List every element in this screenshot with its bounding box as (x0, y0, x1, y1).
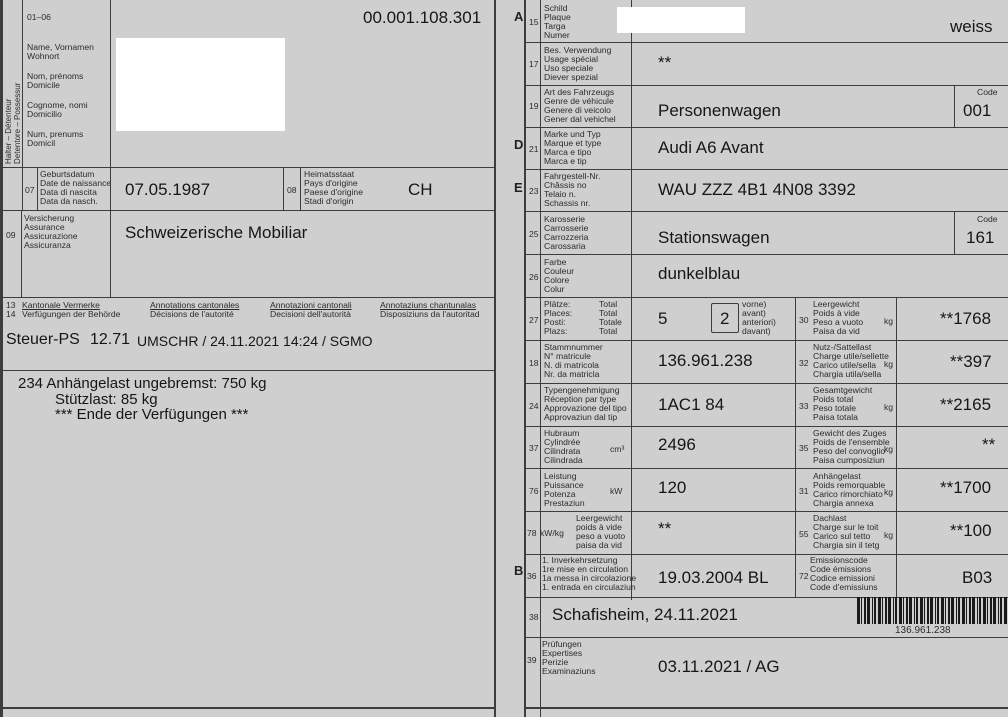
barcode-bar (987, 597, 988, 624)
f33-unit: kg (884, 402, 894, 412)
barcode-bar (972, 597, 975, 624)
barcode-bar (945, 597, 946, 624)
f76-value: 120 (658, 478, 687, 497)
birth-label: Geburtsdatum Date de naissance Data di nascita Data da nasch. (40, 169, 112, 206)
f18-label: Stammnummer N° matricule N. di matricola Nr. da matricla (544, 342, 603, 379)
barcode-bar (888, 597, 891, 624)
f25-value: Stationswagen (658, 228, 770, 247)
f26-value: dunkelblau (658, 264, 741, 283)
insurance-field-number: 09 (6, 230, 16, 240)
barcode-bar (958, 597, 960, 624)
f30-number: 30 (799, 315, 809, 325)
barcode-bar (930, 597, 933, 624)
code-divider-19 (954, 85, 955, 127)
f25-code-label: Code (977, 214, 998, 224)
barcode-bar (941, 597, 944, 624)
barcode-bar (882, 597, 883, 624)
barcode-bar (899, 597, 902, 624)
f30-label: Leergewicht Poids à vide Peso a vuoto Paisa da vid (813, 299, 864, 336)
f37-label: Hubraum Cylindrée Cilindrata Cilindrada (544, 428, 583, 465)
birth-bottom-line (2, 210, 496, 211)
row-line-23 (524, 211, 1008, 212)
row-line-76 (524, 511, 1008, 512)
f24-value: 1AC1 84 (658, 395, 725, 414)
row-line-27 (524, 340, 1008, 341)
f37-value: 2496 (658, 435, 696, 454)
home-label: Heimatsstaat Pays d'origine Paese d'origine Stadi d'origin (304, 169, 363, 206)
f18-number: 18 (529, 358, 539, 368)
f72-label: Emissionscode Code émissions Codice emissioni Code d'emissiuns (810, 555, 878, 592)
barcode-bar (927, 597, 929, 624)
barcode-bar (937, 597, 939, 624)
barcode-bar (914, 597, 915, 624)
f27-label: Plätze: Places: Posti: Plazs: (544, 299, 573, 336)
barcode-bar (948, 597, 950, 624)
f78-label: Leergewicht poids à vide peso a vuoto paisa da vid (576, 513, 626, 550)
left-right-border (494, 0, 496, 717)
f23-label: Fahrgestell-Nr. Châssis no Telaio n. Schassis nr. (544, 171, 601, 208)
f21-label: Marke und Typ Marque et type Marca e tipo Marca e tip (544, 129, 602, 166)
row-line-37 (524, 468, 1008, 469)
barcode-bar (916, 597, 918, 624)
barcode-bar (906, 597, 908, 624)
f25-code-value: 161 (966, 228, 995, 247)
f55-number: 55 (799, 529, 809, 539)
f31-label: Anhängelast Poids remorquable Carico rimorchiato Chargia annexa (813, 471, 886, 508)
f31-unit: kg (884, 487, 894, 497)
f35-number: 35 (799, 443, 809, 453)
row-line-18 (524, 383, 1008, 384)
redacted-holder-name (116, 38, 285, 131)
barcode-bar (857, 597, 860, 624)
f27-total-label: Total Total Totale Total (599, 299, 622, 336)
remark-line-3: *** Ende der Verfügungen *** (55, 406, 249, 423)
remarks-divider-line (2, 370, 496, 371)
f38-number: 38 (529, 612, 539, 622)
insurance-num-divider (21, 210, 22, 297)
birth-date-value: 07.05.1987 (125, 180, 211, 199)
f19-code-value: 001 (963, 101, 992, 120)
f26-label: Farbe Couleur Colore Colur (544, 257, 575, 294)
f32-value: **397 (950, 352, 992, 371)
row-line-26 (524, 297, 1008, 298)
document-number: 00.001.108.301 (363, 8, 482, 27)
remarks-heading-it: Annotazioni cantonali (270, 300, 352, 310)
remarks-subheading-it: Decisioni dell'autorità (270, 309, 351, 319)
row-line-15 (524, 42, 1008, 43)
barcode-bar (969, 597, 971, 624)
remarks-heading-rm: Annotaziuns chantunalas (380, 300, 477, 310)
barcode-bar (885, 597, 887, 624)
f27-number: 27 (529, 315, 539, 325)
section-letter-e: E (514, 180, 523, 195)
f33-label: Gesamtgewicht Poids total Peso totale Paisa totala (813, 385, 873, 422)
f21-number: 21 (529, 144, 539, 154)
section-letter-a: A (514, 9, 524, 24)
row-line-17 (524, 85, 1008, 86)
f17-value: ** (658, 53, 672, 72)
row-line-19 (524, 127, 1008, 128)
remark-line-2: Stützlast: 85 kg (55, 391, 158, 408)
barcode-bar (993, 597, 996, 624)
steuer-ps-label: Steuer-PS (6, 331, 80, 348)
remarks-subheading-rm: Disposiziuns da l'autoritad (380, 309, 480, 319)
f39-value: 03.11.2021 / AG (658, 657, 780, 676)
holder-side-line (22, 0, 23, 210)
barcode-bar (878, 597, 881, 624)
home-field-number: 08 (287, 185, 297, 195)
f25-label: Karosserie Carrosserie Carrozzeria Carossaria (544, 214, 589, 251)
right-label-col-line (631, 0, 632, 600)
f33-value: **2165 (940, 395, 992, 414)
f26-number: 26 (529, 272, 539, 282)
holder-vertical-label: Halter – Détenteur (4, 98, 13, 164)
right-value-col-line (896, 297, 897, 597)
row-line-21 (524, 169, 1008, 170)
f39-number: 39 (527, 655, 537, 665)
f27-front-value: 2 (720, 309, 730, 328)
holder-name-label-rm: Num, prenums Domicil (27, 129, 84, 148)
row-line-38 (524, 637, 1008, 638)
f38-value: Schafisheim, 24.11.2021 (552, 605, 738, 624)
f36-number: 36 (527, 571, 537, 581)
f78-number: 78 (527, 528, 537, 538)
f27-total-value: 5 (658, 309, 668, 328)
f30-value: **1768 (940, 309, 992, 328)
row-line-25 (524, 254, 1008, 255)
barcode-graphic (857, 597, 1007, 625)
left-border (0, 0, 3, 717)
f37-number: 37 (529, 443, 539, 453)
barcode-bar (998, 597, 999, 624)
f23-number: 23 (529, 186, 539, 196)
birth-num-divider (37, 167, 38, 210)
barcode-bar (1000, 597, 1002, 624)
f23-value: WAU ZZZ 4B1 4N08 3392 (658, 180, 856, 199)
barcode-bar (861, 597, 862, 624)
barcode-bar (983, 597, 986, 624)
f78-value: ** (658, 519, 672, 538)
f15-number: 15 (529, 17, 539, 27)
f36-value: 19.03.2004 BL (658, 568, 769, 587)
barcode-number: 136.961.238 (895, 625, 951, 636)
left-bottom-line (2, 707, 496, 709)
f17-label: Bes. Verwendung Usage spécial Uso speciale Diever spezial (544, 45, 612, 82)
barcode-bar (909, 597, 912, 624)
f78-unit-label: kW/kg (540, 528, 564, 538)
holder-name-label-fr: Nom, prénoms Domicile (27, 71, 84, 90)
f35-label: Gewicht des Zuges Poids de l'ensemble Peso del convoglio Paisa cumposiziun (813, 428, 890, 465)
right-left-border (524, 0, 526, 717)
f19-value: Personenwagen (658, 101, 781, 120)
barcode-bar (935, 597, 936, 624)
holder-field-number: 01–06 (27, 12, 51, 22)
barcode-bar (867, 597, 870, 624)
remarks-subheading-fr: Décisions de l'autorité (150, 309, 234, 319)
f19-number: 19 (529, 101, 539, 111)
f32-label: Nutz-/Sattellast Charge utile/sellette Carico utile/sella Chargia utila/sella (813, 342, 889, 379)
barcode-bar (1004, 597, 1007, 624)
barcode-bar (956, 597, 957, 624)
barcode-bar (951, 597, 954, 624)
f21-value: Audi A6 Avant (658, 138, 764, 157)
f35-unit: kg (884, 444, 894, 454)
barcode-bar (977, 597, 978, 624)
f39-label: Prüfungen Expertises Perizie Examinaziuns (542, 639, 596, 676)
f72-number: 72 (799, 571, 809, 581)
left-col-line (110, 0, 111, 297)
birth-field-number: 07 (25, 185, 35, 195)
f72-value: B03 (962, 568, 993, 587)
umschr-stamp: UMSCHR / 24.11.2021 14:24 / SGMO (137, 333, 373, 349)
barcode-bar (903, 597, 904, 624)
f27-front-label: vorne) avant) anteriori) davant) (742, 299, 776, 336)
holder-bottom-line (2, 167, 496, 168)
home-num-divider (300, 167, 301, 210)
f55-label: Dachlast Charge sur le toit Carico sul tetto Chargia sin il tetg (813, 513, 880, 550)
f31-number: 31 (799, 486, 809, 496)
barcode-bar (966, 597, 967, 624)
f30-unit: kg (884, 316, 894, 326)
insurance-label: Versicherung Assurance Assicurazione Assicuranza (24, 213, 78, 250)
f15-value: weiss (950, 17, 993, 36)
section-letter-b: B (514, 563, 524, 578)
steuer-ps-value: 12.71 (90, 331, 131, 348)
f32-number: 32 (799, 358, 809, 368)
barcode-bar (864, 597, 866, 624)
remark-line-1: 234 Anhängelast ungebremst: 750 kg (18, 375, 267, 392)
right-num-col-line (540, 0, 541, 600)
f36-label: 1. Inverkehrsetzung 1re mise en circulation 1a messa in circolazione 1. entrada en circulaziun (542, 555, 637, 592)
f76-unit: kW (610, 486, 623, 496)
barcode-bar (924, 597, 925, 624)
f24-number: 24 (529, 401, 539, 411)
f19-code-label: Code (977, 87, 998, 97)
section-letter-d: D (514, 137, 524, 152)
f25-number: 25 (529, 229, 539, 239)
remarks-heading-de: Kantonale Vermerke (22, 300, 100, 310)
right-bottom-line (524, 707, 1008, 709)
f15-label: Schild Plaque Targa Numer (544, 3, 571, 40)
f19-label: Art des Fahrzeugs Genre de véhicule Genere di veicolo Gener dal vehichel (544, 87, 616, 124)
f33-number: 33 (799, 401, 809, 411)
f18-value: 136.961.238 (658, 351, 753, 370)
f76-label: Leistung Puissance Potenza Prestaziun (544, 471, 585, 508)
barcode-bar (990, 597, 992, 624)
barcode-bar (895, 597, 897, 624)
remarks-subheading-de: Verfügungen der Behörde (22, 309, 121, 319)
barcode-bar (962, 597, 965, 624)
f17-number: 17 (529, 59, 539, 69)
f76-number: 76 (529, 486, 539, 496)
insurance-value: Schweizerische Mobiliar (125, 223, 308, 242)
barcode-bar (920, 597, 923, 624)
f55-unit: kg (884, 530, 894, 540)
remarks-num-13: 13 (6, 300, 16, 310)
redacted-plate-number (617, 7, 745, 33)
holder-name-label-de: Name, Vornamen Wohnort (27, 42, 94, 61)
barcode-bar (893, 597, 894, 624)
f32-unit: kg (884, 359, 894, 369)
code-divider-25 (954, 211, 955, 254)
birth-home-divider (283, 167, 284, 210)
barcode-bar (874, 597, 876, 624)
f35-value: ** (982, 435, 996, 454)
holder-name-label-it: Cognome, nomi Domicilio (27, 100, 88, 119)
f37-unit: cm³ (610, 444, 625, 454)
holder-vertical-label-2: Detentore – Possessur (13, 82, 22, 164)
barcode-bar (872, 597, 873, 624)
remarks-num-14: 14 (6, 309, 16, 319)
remarks-heading-fr: Annotations cantonales (150, 300, 240, 310)
bottom-num-col-line (540, 597, 541, 717)
f55-value: **100 (950, 521, 992, 540)
home-country-value: CH (408, 180, 433, 199)
f31-value: **1700 (940, 478, 992, 497)
insurance-bottom-line (2, 297, 496, 298)
barcode-bar (979, 597, 981, 624)
right-middle-col-line (795, 297, 796, 597)
f24-label: Typengenehmigung Réception par type Approvazione del tipo Approvaziun dal tip (544, 385, 627, 422)
row-line-24 (524, 426, 1008, 427)
